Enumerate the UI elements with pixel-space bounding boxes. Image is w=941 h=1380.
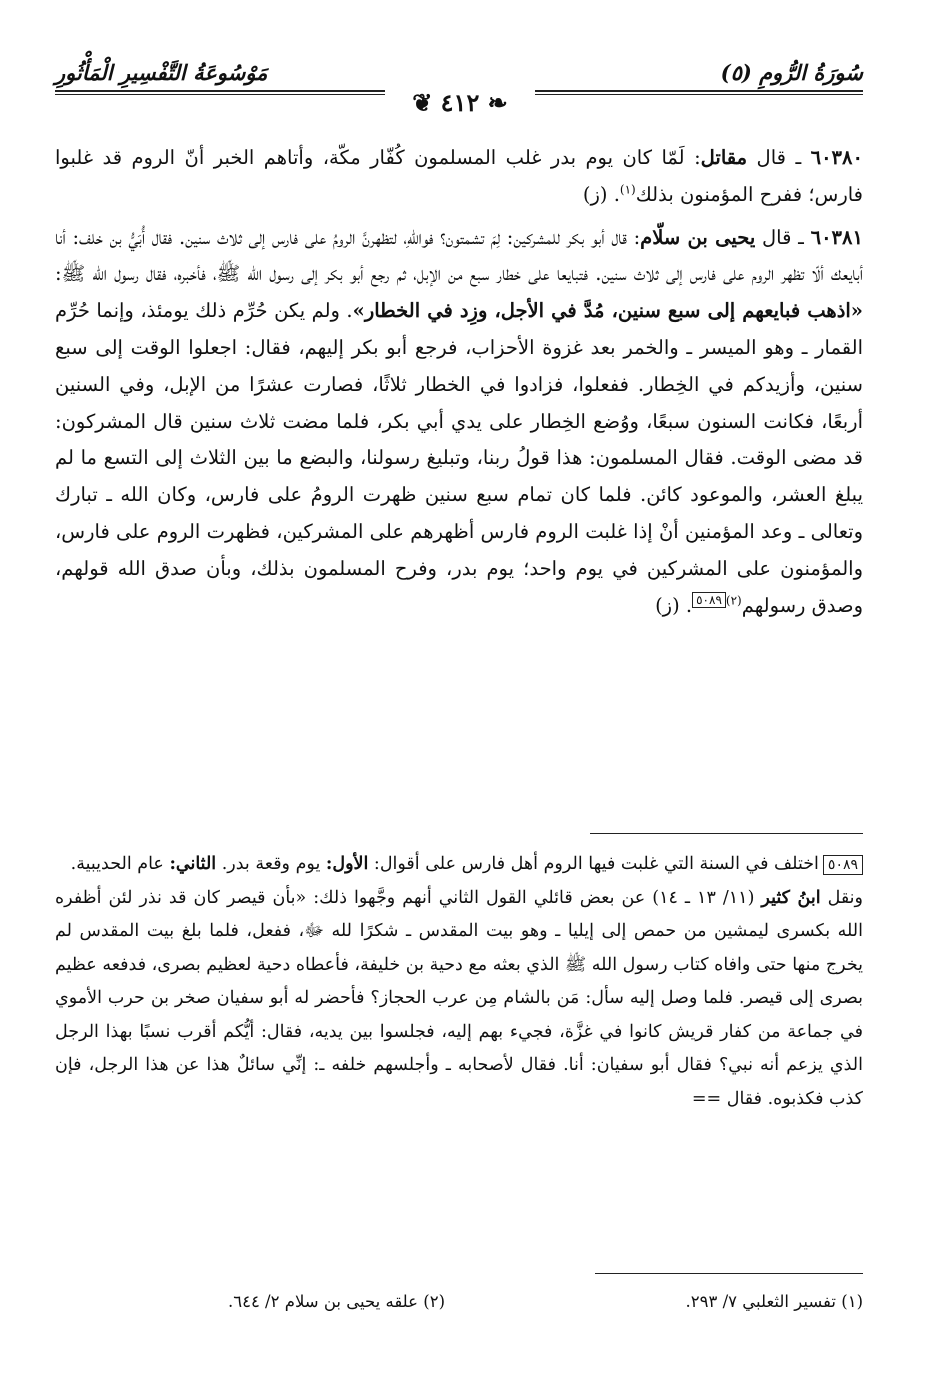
ornament-left-icon: ❧ [479, 88, 508, 117]
note-paragraph-2 [55, 882, 863, 1117]
page-header [55, 58, 863, 138]
footnote-2: (٢) علقه يحيى بن سلام ٢/ ٦٤٤. [227, 1292, 445, 1311]
narration-intro: ـ قال [747, 146, 811, 169]
narration-end: . (ز) [582, 182, 620, 206]
surah-title: سُورَةُ الرُّومِ (٥) [720, 60, 863, 85]
note-ref-box: ٥٠٨٩ [823, 855, 863, 875]
narrator-name: يحيى بن سلّام [640, 225, 756, 249]
narration-text-part1: : قال أبو بكر للمشركين: لِمَ تشمتون؟ فواللهِ، لتظهرنَّ الرومُ على فارس إلى ثلاث سنين. فقال أُبَيُّ بن خلف: أنا أبايعك ألّا تظهر الروم على فارس إلى ثلاث سنين. فتبايعا على خطار سبع من الإبل، ثم رجع أبو بكر إلى رسول الله ﷺ، فأخبره، فقال رسول الله ﷺ: [55, 225, 863, 286]
footnote-ref-2[interactable]: (٢) [725, 593, 742, 608]
narration-number: ٦٠٣٨٠ [810, 146, 863, 169]
narration-60380 [55, 140, 863, 214]
commentary-separator [590, 833, 863, 834]
note-text: اختلف في السنة التي غلبت فيها الروم أهل فارس على أقوال: [368, 854, 819, 874]
first-opinion-label: الأول: [325, 854, 369, 874]
scholar-name: ابنُ كثير [761, 887, 821, 908]
note-text: ونقل [820, 887, 863, 908]
narration-end: . (ز) [655, 593, 693, 617]
note-paragraph-1 [55, 848, 863, 882]
narration-text: : لَمّا كان يوم بدر غلب المسلمون كُفّار مكّة، وأتاهم الخبر أنّ الروم قد غلبوا فارس؛ ففرح المؤمنون بذلك [55, 146, 863, 206]
page-number-value: ٤١٢ [440, 88, 480, 117]
note-text: (١١/ ١٣ ـ ١٤) عن بعض قائلي القول الثاني أنهم وجَّهوا ذلك: «بأن قيصر كان قد نذر لئن أظفره الله بكسرى ليمشين من حمص إلى إيليا ـ وهو بيت المقدس ـ شكرًا لله ﷻ، ففعل، فلما بلغ بيت المقدس لم يخرج منها حتى وافاه كتاب رسول الله ﷺ الذي بعثه مع دحية بن خليفة، فأعطاه دحية لعظيم بصرى، فدفعه عظيم بصرى إلى قيصر. فلما وصل إليه سأل: مَن بالشام مِن عرب الحجاز؟ فأحضر له أبو سفيان صخر بن حرب الأموي في جماعة من كفار قريش كانوا في غزَّة، فجيء بهم إليه، فجلسوا بين يديه، فقال: أيُّكم أقرب نسبًا بهذا الرجل الذي يزعم أنه نبي؟ فقال أبو سفيان: أنا. فقال لأصحابه ـ وأجلسهم خلفه ـ: إنِّي سائلٌ هذا عن هذا الرجل، فإن كذب فكذبوه. فقال [55, 887, 863, 1109]
narration-60381 [55, 220, 863, 625]
second-opinion-label: الثاني: [169, 854, 217, 874]
hadith-quote: «اذهب فبايعهم إلى سبع سنين، مُدَّ في الأجل، وزِد في الخطار» [352, 299, 863, 323]
book-title: مَوْسُوعَةُ التَّفْسِيرِ الْمَأْثُورِ [55, 60, 268, 85]
narrator-name: مقاتل [700, 146, 748, 169]
continuation-mark: == [691, 1088, 722, 1109]
page-number [385, 88, 535, 117]
footnotes [55, 1284, 863, 1318]
narration-text-part2: . ولم يكن حُرِّم ذلك يومئذ، وإنما حُرِّم القمار ـ وهو الميسر ـ والخمر بعد غزوة الأحزاب، فرجع أبو بكر إليهم، فقال: اجعلوا الوقت إلى سبع سنين، وأزيدكم في الخِطار. ففعلوا، فزادوا في الخطار ثلاثًا، فصارت عشرًا من الإبل، وفي السنين أربعًا، فكانت السنون سبعًا، ووُضع الخِطار على يدي أبي بكر، فلما مضت ثلاث سنين قال المشركون: قد مضى الوقت. فقال المسلمون: هذا قولُ ربنا، وتبليغ رسولنا، والبضع ما بين الثلاث إلى التسع ما لم يبلغ العشر، والموعود كائن. فلما كان تمام سبع سنين ظهرت الرومُ على فارس، وكان الله ـ تبارك وتعالى ـ وعد المؤمنين أنْ إذا غلبت الروم فارس أظهرهم على المشركين، فظهرت الروم على فارس، والمؤمنون على المشركين في يوم واحد؛ يوم بدر، وفرح المسلمون بذلك، وبأن صدق الله قولهم، وصدق رسولهم [55, 299, 863, 617]
note-text: عام الحديبية. [70, 854, 170, 874]
narration-intro: ـ قال [755, 225, 811, 249]
footnote-1: (١) تفسير الثعلبي ٧/ ٢٩٣. [685, 1292, 863, 1311]
note-text: يوم وقعة بدر. [216, 854, 326, 874]
footnote-separator [595, 1273, 863, 1274]
footnote-ref-1[interactable]: (١) [619, 182, 636, 197]
commentary-ref-box[interactable]: ٥٠٨٩ [692, 592, 726, 608]
ornament-right-icon: ❦ [412, 88, 441, 117]
main-text [55, 140, 863, 624]
narration-number: ٦٠٣٨١ [810, 225, 863, 249]
commentary-note [55, 848, 863, 1116]
